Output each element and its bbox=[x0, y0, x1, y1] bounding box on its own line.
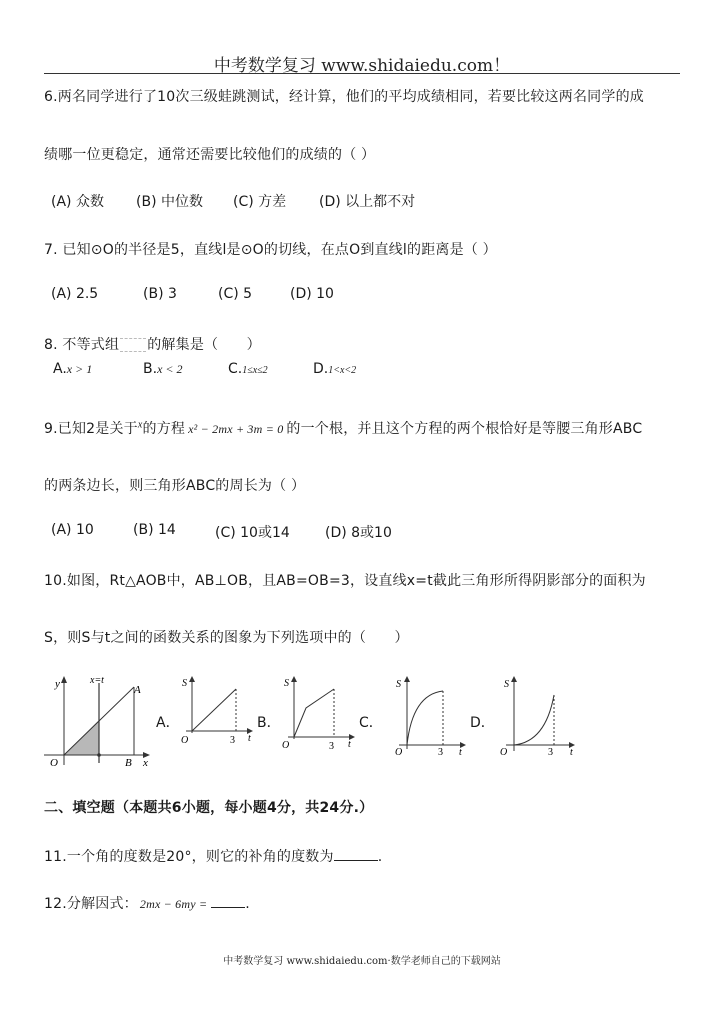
label-x-eq-t: x=t bbox=[90, 675, 104, 686]
graph-b-o-label: O bbox=[282, 740, 290, 751]
graph-a-o-label: O bbox=[181, 735, 189, 746]
q10-graph-d bbox=[496, 673, 580, 758]
q12-text bbox=[44, 893, 250, 913]
q11-period: . bbox=[377, 849, 383, 865]
q8-option-b-label: B. bbox=[143, 361, 158, 377]
q10-line2: S，则S与t之间的函数关系的图象为下列选项中的（ ） bbox=[44, 630, 409, 646]
q8-option-a bbox=[53, 361, 92, 377]
q8-option-c-expr: 1≤x≤2 bbox=[242, 365, 268, 376]
q7-option-d: (D) 10 bbox=[290, 286, 334, 302]
q7-option-b: (B) 3 bbox=[143, 286, 177, 302]
q12-period: . bbox=[245, 896, 250, 912]
q6-line2: 绩哪一位更稳定，通常还需要比较他们的成绩的（ ） bbox=[44, 147, 376, 163]
graph-b-3-label: 3 bbox=[329, 741, 334, 752]
q8-option-d-expr: 1<x<2 bbox=[328, 365, 357, 376]
header-rule bbox=[44, 73, 680, 74]
q6-line1: 6.两名同学进行了10次三级蛙跳测试，经计算，他们的平均成绩相同，若要比较这两名同学的成 bbox=[44, 89, 644, 105]
q12-expression: 2mx − 6my = bbox=[139, 897, 208, 911]
q9-part2: 的方程 bbox=[142, 421, 186, 437]
q8-option-d-label: D. bbox=[313, 361, 329, 377]
q6-option-c: (C) 方差 bbox=[233, 194, 287, 210]
q10-option-d-letter: D． bbox=[470, 715, 495, 731]
graph-c-o-label: O bbox=[395, 747, 403, 758]
inequality-system-placeholder bbox=[120, 338, 146, 352]
q8-option-c bbox=[228, 361, 268, 377]
q10-option-c-letter: C． bbox=[359, 715, 383, 731]
graph-d-3-label: 3 bbox=[548, 747, 553, 758]
q9-option-a: (A) 10 bbox=[51, 522, 94, 538]
graph-b-s-label: S bbox=[284, 678, 289, 689]
q9-option-d: (D) 8或10 bbox=[325, 525, 392, 541]
q10-option-a-letter: A． bbox=[156, 715, 180, 731]
graph-b-t-label: t bbox=[348, 739, 351, 750]
q7-option-a: (A) 2.5 bbox=[51, 286, 99, 302]
q7-option-c: (C) 5 bbox=[218, 286, 253, 302]
q8-option-b-expr: x < 2 bbox=[157, 362, 183, 376]
y-axis-arrow bbox=[61, 676, 67, 683]
q10-triangle-figure bbox=[42, 673, 154, 771]
q12-stem: 12.分解因式： bbox=[44, 896, 138, 912]
section2-title: 二、填空题（本题共6小题，每小题4分，共24分.） bbox=[44, 800, 374, 816]
q12-answer-blank bbox=[211, 895, 245, 908]
page-footer: 中考数学复习 www.shidaiedu.com·数学老师自己的下载网站 bbox=[223, 956, 501, 967]
q9-variable: x bbox=[137, 419, 143, 431]
label-o: O bbox=[50, 757, 58, 769]
graph-a-3-label: 3 bbox=[230, 735, 235, 746]
q6-option-b: (B) 中位数 bbox=[136, 194, 203, 210]
q10-graph-a bbox=[176, 673, 256, 748]
graph-d-o-label: O bbox=[500, 747, 508, 758]
q9-line2: 的两条边长，则三角形ABC的周长为（ ） bbox=[44, 478, 306, 494]
q11-answer-blank bbox=[334, 848, 378, 861]
q9-part3: 的一个根，并且这个方程的两个根恰好是等腰三角形ABC bbox=[286, 421, 643, 437]
q10-option-b-letter: B． bbox=[257, 715, 281, 731]
graph-c-t-label: t bbox=[459, 747, 462, 758]
graph-a-t-label: t bbox=[248, 733, 251, 744]
graph-a-s-label: S bbox=[182, 678, 187, 689]
graph-c-s-label: S bbox=[396, 679, 401, 690]
q9-option-c: (C) 10或14 bbox=[215, 525, 290, 541]
q9-option-b: (B) 14 bbox=[133, 522, 176, 538]
q8-option-c-label: C. bbox=[228, 361, 243, 377]
q10-graph-c bbox=[389, 673, 471, 758]
q10-line1: 10.如图，Rt△AOB中，AB⊥OB，且AB=OB=3，设直线x=t截此三角形所得阴影部分的面积为 bbox=[44, 573, 646, 589]
graph-d-s-label: S bbox=[504, 679, 509, 690]
label-y: y bbox=[55, 678, 60, 690]
q10-graph-b bbox=[278, 673, 358, 753]
q6-option-d: (D) 以上都不对 bbox=[319, 194, 416, 210]
q8-option-d bbox=[313, 361, 356, 377]
q8-option-a-label: A. bbox=[53, 361, 67, 377]
q8-text bbox=[44, 334, 261, 354]
q8-option-b bbox=[143, 361, 183, 377]
q9-line1 bbox=[44, 418, 642, 438]
label-b: B bbox=[125, 757, 132, 769]
q9-part1: 9.已知2是关于 bbox=[44, 421, 138, 437]
q6-option-a: (A) 众数 bbox=[51, 194, 104, 210]
label-a: A bbox=[134, 684, 141, 696]
graph-d-t-label: t bbox=[570, 747, 573, 758]
q8-option-a-expr: x > 1 bbox=[66, 362, 93, 376]
q7-text: 7. 已知⊙O的半径是5，直线l是⊙O的切线，在点O到直线l的距离是（ ） bbox=[44, 242, 497, 258]
label-x: x bbox=[143, 757, 148, 769]
t-point bbox=[97, 753, 101, 757]
q11-text bbox=[44, 846, 382, 866]
page-header: 中考数学复习 www.shidaiedu.com！ bbox=[213, 56, 511, 76]
q8-suffix: 的解集是（ ） bbox=[147, 337, 261, 353]
q9-equation: x² − 2mx + 3m = 0 bbox=[188, 422, 284, 436]
q8-prefix: 8. 不等式组 bbox=[44, 337, 120, 353]
q11-stem: 11.一个角的度数是20°，则它的补角的度数为 bbox=[44, 849, 334, 865]
graph-c-3-label: 3 bbox=[438, 747, 443, 758]
